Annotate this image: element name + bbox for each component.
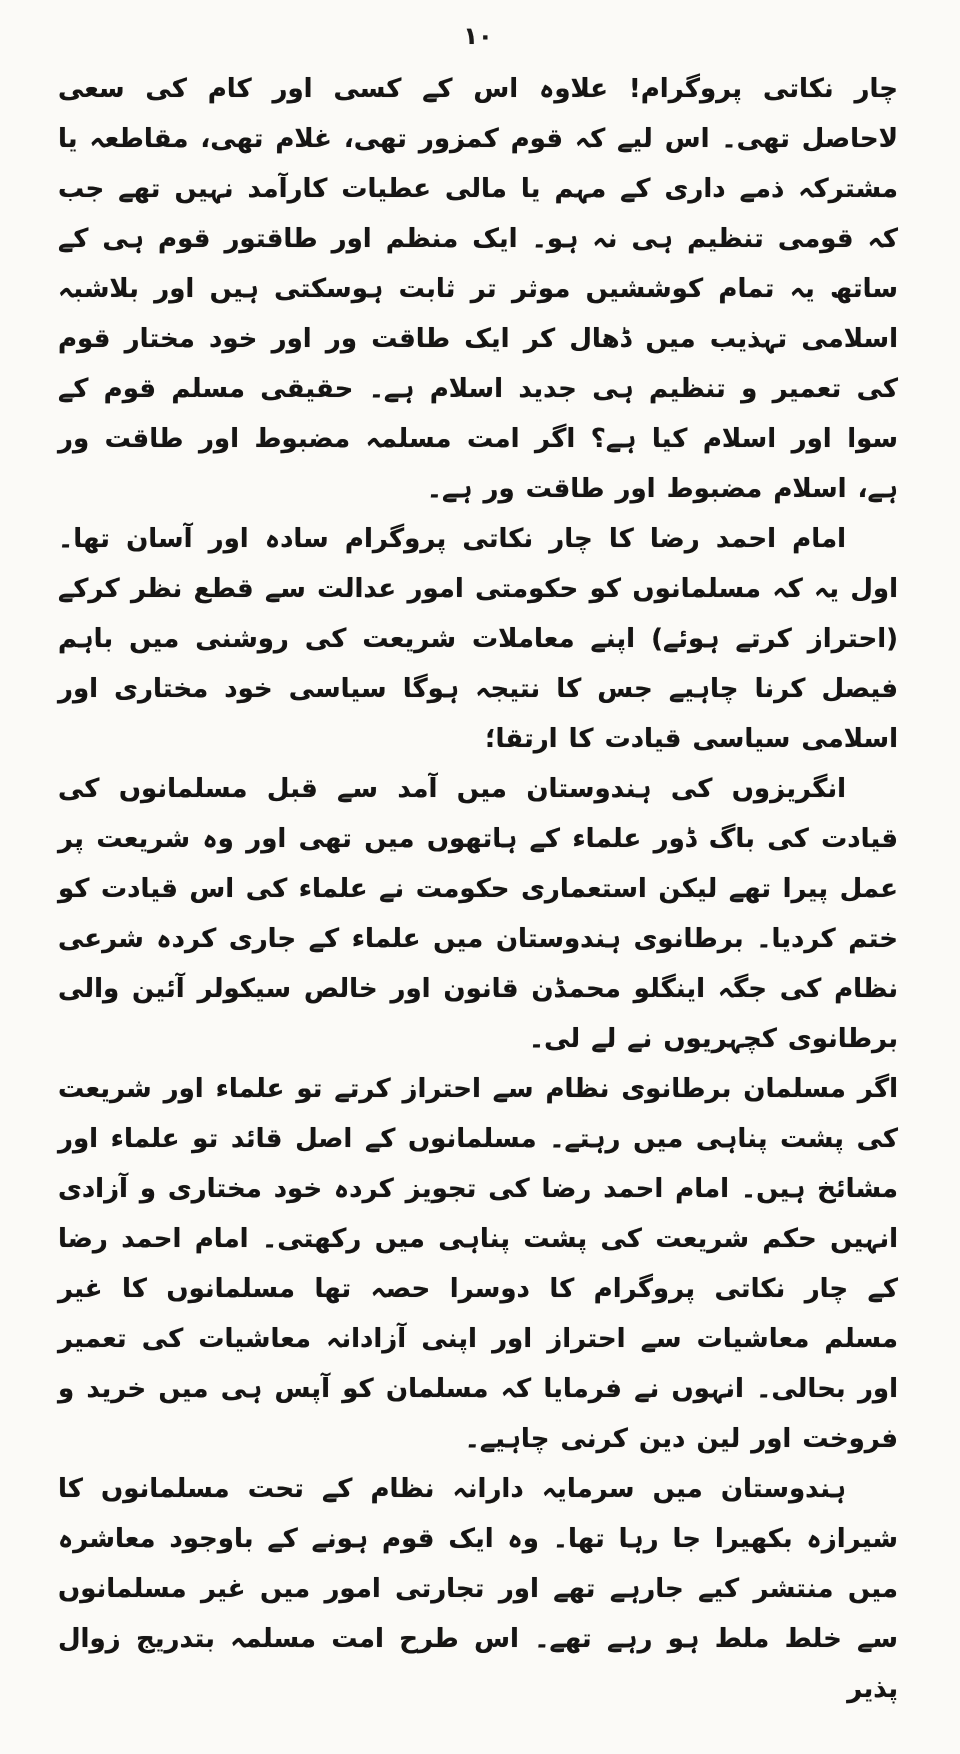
paragraph-1: چار نکاتی پروگرام! علاوہ اس کے کسی اور کام کی سعی لاحاصل تھی۔ اس لیے کہ قوم کمزور تھی، غلام تھی، مقاطعہ یا مشترکہ ذمے داری کے مہم یا مالی عطیات کارآمد نہیں تھے جب کہ قومی تنظیم ہی نہ ہو۔ ایک منظم اور طاقتور قوم ہی کے ساتھ یہ تمام کوششیں موثر تر ثابت ہوسکتی ہیں اور بلاشبہ اسلامی تہذیب میں ڈھال کر ایک طاقت ور اور خود مختار قوم کی تعمیر و تنظیم ہی جدید اسلام ہے۔ حقیقی مسلم قوم کے سوا اور اسلام کیا ہے؟ اگر امت مسلمہ مضبوط اور طاقت ور ہے، اسلام مضبوط اور طاقت ور ہے۔ [58,74,898,504]
paragraph-3: انگریزوں کی ہندوستان میں آمد سے قبل مسلمانوں کی قیادت کی باگ ڈور علماء کے ہاتھوں میں تھی اور وہ شریعت پر عمل پیرا تھے لیکن استعماری حکومت نے علماء کی اس قیادت کو ختم کردیا۔ برطانوی ہندوستان میں علماء کے جاری کردہ شرعی نظام کی جگہ اینگلو محمڈن قانون اور خالص سیکولر آئین والی برطانوی کچہریوں نے لے لی۔ [58,774,898,1054]
paragraph-4: اگر مسلمان برطانوی نظام سے احتراز کرتے تو علماء اور شریعت کی پشت پناہی میں رہتے۔ مسلمانوں کے اصل قائد تو علماء اور مشائخ ہیں۔ امام احمد رضا کی تجویز کردہ خود مختاری و آزادی انہیں حکم شریعت کی پشت پناہی میں رکھتی۔ امام احمد رضا کے چار نکاتی پروگرام کا دوسرا حصہ تھا مسلمانوں کا غیر مسلم معاشیات سے احتراز اور اپنی آزادانہ معاشیات کی تعمیر اور بحالی۔ انہوں نے فرمایا کہ مسلمان کو آپس ہی میں خرید و فروخت اور لین دین کرنی چاہیے۔ [58,1074,898,1454]
paragraph-5: ہندوستان میں سرمایہ دارانہ نظام کے تحت مسلمانوں کا شیرازہ بکھیرا جا رہا تھا۔ وہ ایک قوم ہونے کے باوجود معاشرہ میں منتشر کیے جارہے تھے اور تجارتی امور میں غیر مسلمانوں سے خلط ملط ہو رہے تھے۔ اس طرح امت مسلمہ بتدریج زوال پذیر [58,1474,898,1704]
page-number: ۱۰ [463,22,493,50]
paragraph-2: امام احمد رضا کا چار نکاتی پروگرام سادہ اور آسان تھا۔ اول یہ کہ مسلمانوں کو حکومتی امور عدالت سے قطع نظر کرکے (احتراز کرتے ہوئے) اپنے معاملات شریعت کی روشنی میں باہم فیصل کرنا چاہیے جس کا نتیجہ ہوگا سیاسی خود مختاری اور اسلامی سیاسی قیادت کا ارتقا؛ [58,524,898,754]
